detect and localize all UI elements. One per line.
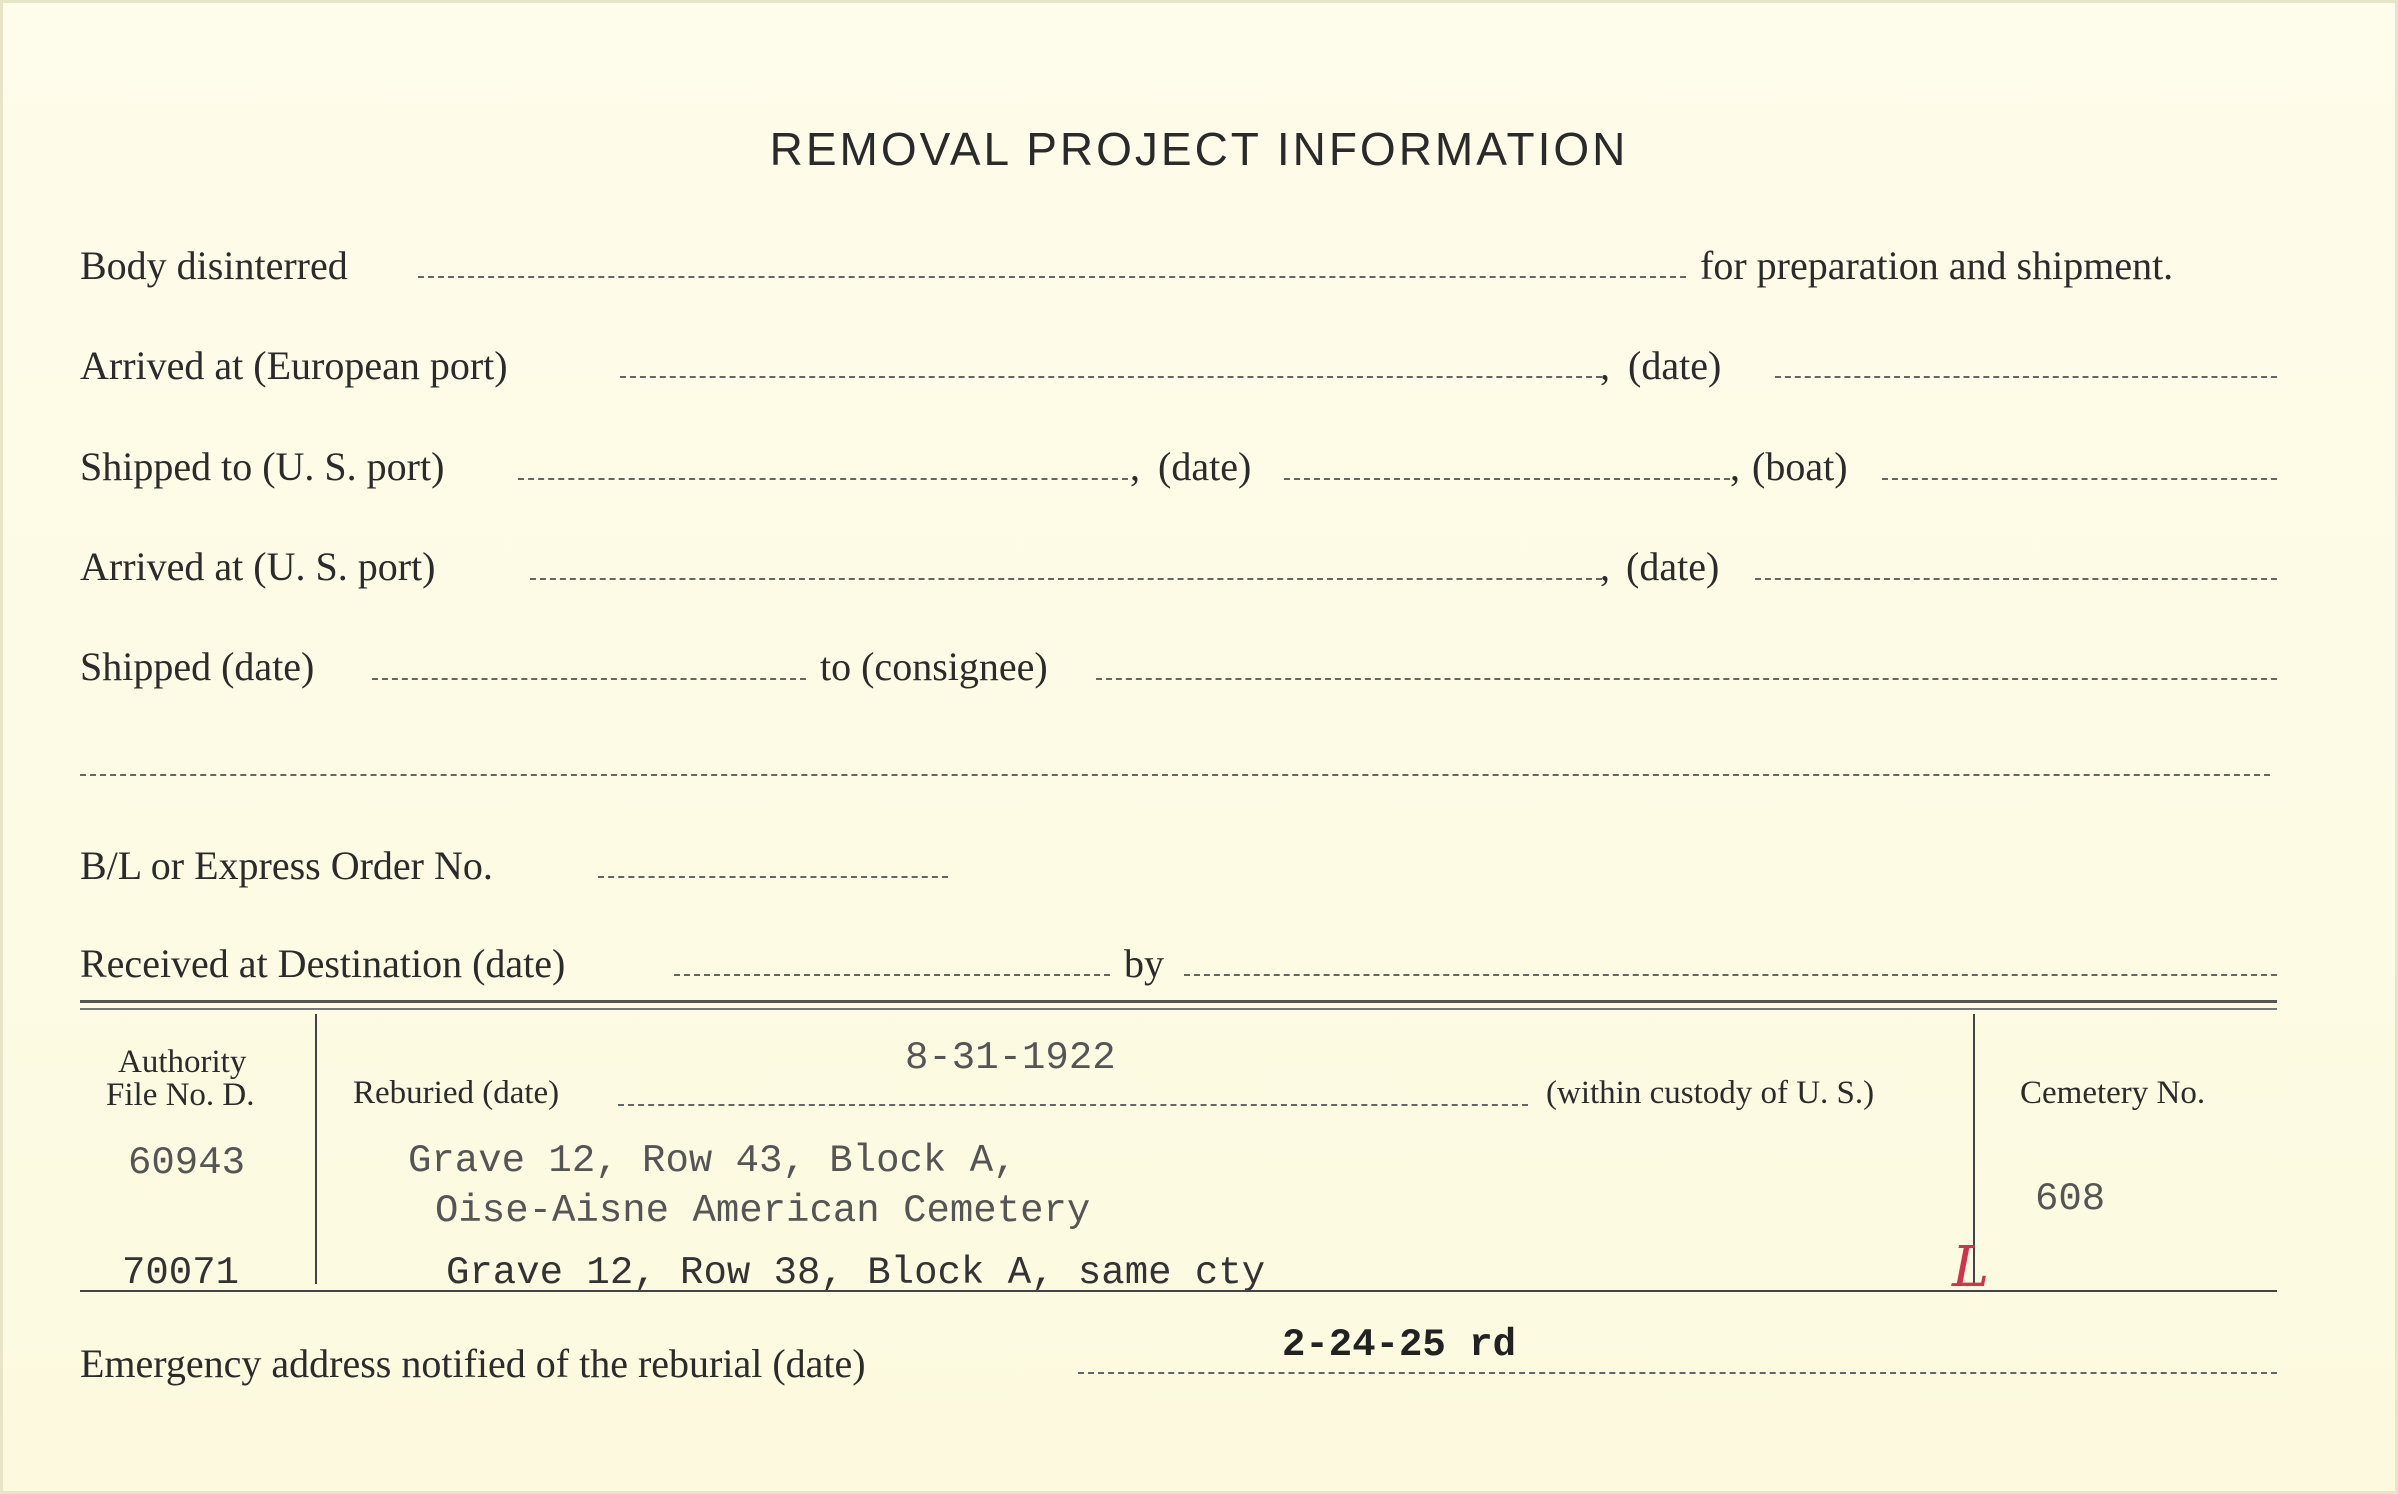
bl-express-order-field[interactable] [598, 876, 948, 878]
arrived-us-port-label: Arrived at (U. S. port) [80, 544, 436, 589]
custody-label: (within custody of U. S.) [1546, 1075, 1875, 1111]
preparation-shipment-label: for preparation and shipment. [1700, 243, 2174, 288]
authority-label: Authority [118, 1044, 247, 1080]
european-port-field[interactable] [620, 376, 1602, 378]
comma-separator: , [1600, 544, 1610, 589]
bl-express-order-label: B/L or Express Order No. [80, 843, 493, 888]
emergency-date-value: 2-24-25 rd [1282, 1323, 1517, 1367]
comma-separator: , [1730, 444, 1740, 489]
file-no-label: File No. D. [106, 1077, 255, 1113]
shipped-to-us-port-label: Shipped to (U. S. port) [80, 444, 445, 489]
reburied-date-value: 8-31-1922 [905, 1036, 1116, 1080]
received-by-field[interactable] [1184, 974, 2277, 976]
european-date-label: (date) [1628, 343, 1722, 388]
grave-entry-line: Grave 12, Row 43, Block A, [408, 1139, 1017, 1183]
arrived-european-port-label: Arrived at (European port) [80, 343, 508, 388]
to-consignee-label: to (consignee) [820, 644, 1048, 689]
reburied-date-label: Reburied (date) [353, 1075, 560, 1111]
file-no-value: 70071 [122, 1251, 240, 1295]
box-bottom-rule [80, 1290, 2277, 1292]
column-divider [315, 1014, 317, 1284]
consignee-continuation-field[interactable] [80, 774, 2270, 776]
received-date-field[interactable] [674, 974, 1110, 976]
emergency-date-field[interactable] [1078, 1372, 2277, 1374]
by-label: by [1124, 941, 1164, 986]
comma-separator: , [1600, 343, 1610, 388]
file-no-value: 60943 [128, 1141, 246, 1185]
red-check-mark: L [1952, 1235, 1990, 1300]
arrived-us-date-label: (date) [1626, 544, 1720, 589]
divider-rule [80, 1008, 2277, 1010]
cemetery-name-line: Oise-Aisne American Cemetery [435, 1189, 1091, 1233]
consignee-field[interactable] [1096, 678, 2277, 680]
emergency-label: Emergency address notified of the reburial (date) [80, 1341, 866, 1386]
received-destination-label: Received at Destination (date) [80, 941, 566, 986]
card-title: REMOVAL PROJECT INFORMATION [769, 123, 1629, 175]
cemetery-no-value: 608 [2035, 1177, 2106, 1221]
european-date-field[interactable] [1775, 376, 2277, 378]
shipped-date-field[interactable] [372, 678, 806, 680]
body-disinterred-label: Body disinterred [80, 243, 348, 288]
boat-label: (boat) [1752, 444, 1848, 489]
grave-entry-line: Grave 12, Row 38, Block A, same cty [446, 1251, 1266, 1295]
shipped-date-label: (date) [1158, 444, 1252, 489]
arrived-us-port-field[interactable] [530, 578, 1602, 580]
boat-field[interactable] [1882, 478, 2277, 480]
body-disinterred-field[interactable] [418, 276, 1686, 278]
reburied-date-field[interactable] [618, 1104, 1528, 1106]
shipped-us-date-field[interactable] [1284, 478, 1730, 480]
cemetery-no-label: Cemetery No. [2020, 1075, 2206, 1111]
arrived-us-date-field[interactable] [1755, 578, 2277, 580]
us-port-field[interactable] [518, 478, 1128, 480]
shipped-date-row-label: Shipped (date) [80, 644, 315, 689]
comma-separator: , [1130, 444, 1140, 489]
divider-rule [80, 1000, 2277, 1003]
